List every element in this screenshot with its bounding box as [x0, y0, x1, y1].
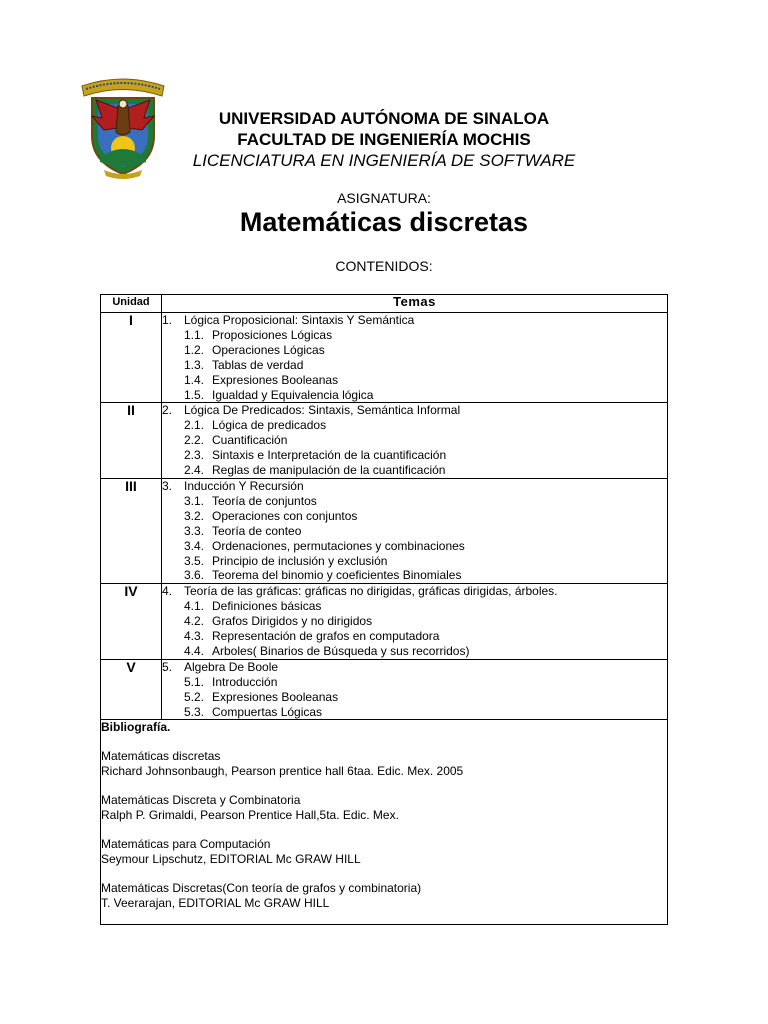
bibliography-entry — [101, 837, 667, 867]
subtopic: 2.4. Reglas de manipulación de la cuantificación — [184, 463, 446, 478]
table-row — [101, 584, 668, 660]
bibliography-entry — [101, 749, 667, 779]
unit-column-header: Unidad — [101, 295, 162, 313]
subtopic: 3.2. Operaciones con conjuntos — [184, 508, 358, 523]
unit-number: IV — [101, 584, 162, 660]
faculty-name: FACULTAD DE INGENIERÍA MOCHIS — [237, 130, 531, 149]
unit-number: V — [101, 659, 162, 720]
topics-column-header: Temas — [162, 295, 668, 313]
book-title: Matemáticas Discretas(Con teoría de grafos y combinatoria) — [101, 880, 422, 895]
topic-title: 3. Inducción Y Recursión — [162, 478, 304, 493]
subtopic: 1.4. Expresiones Booleanas — [184, 372, 339, 387]
book-author: Richard Johnsonbaugh, Pearson prentice hall 6taa. Edic. Mex. 2005 — [101, 764, 464, 779]
topic-title: 1. Lógica Proposicional: Sintaxis Y Semántica — [162, 313, 415, 327]
bibliography-entry — [101, 793, 667, 823]
subtopic: 4.2. Grafos Dirigidos y no dirigidos — [184, 614, 373, 629]
unit-topics — [162, 478, 668, 583]
unit-topics — [162, 584, 668, 660]
topic-title: 4. Teoría de las gráficas: gráficas no dirigidas, gráficas dirigidas, árboles. — [162, 584, 558, 599]
book-author: T. Veerarajan, EDITORIAL Mc GRAW HILL — [101, 895, 330, 910]
subtopic: 4.3. Representación de grafos en computadora — [184, 629, 440, 644]
subtopic: 3.1. Teoría de conjuntos — [184, 493, 317, 508]
table-row — [101, 478, 668, 583]
subtopic: 4.4. Arboles( Binarios de Búsqueda y sus recorridos) — [184, 643, 470, 658]
bibliography-entry — [101, 881, 667, 911]
book-author: Seymour Lipschutz, EDITORIAL Mc GRAW HILL — [101, 851, 361, 866]
subtopic: 3.3. Teoría de conteo — [184, 523, 302, 538]
subject-label: ASIGNATURA: — [337, 190, 431, 206]
book-title: Matemáticas para Computación — [101, 837, 271, 851]
subtopic: 4.1. Definiciones básicas — [184, 599, 322, 614]
subtopic: 5.2. Expresiones Booleanas — [184, 689, 339, 704]
program-name: LICENCIATURA EN INGENIERÍA DE SOFTWARE — [192, 151, 576, 170]
contents-label: CONTENIDOS: — [335, 258, 433, 274]
unit-topics — [162, 659, 668, 720]
subtopic: 1.1. Proposiciones Lógicas — [184, 327, 333, 342]
unit-number: II — [101, 403, 162, 479]
subtopic: 5.1. Introducción — [184, 674, 278, 689]
topic-title: 5. Algebra De Boole — [162, 659, 279, 674]
unit-topics — [162, 313, 668, 403]
bibliography-title: Bibliografía. — [101, 720, 171, 735]
book-title: Matemáticas discretas — [101, 749, 221, 764]
book-title: Matemáticas Discreta y Combinatoria — [101, 793, 301, 808]
subtopic: 1.3. Tablas de verdad — [184, 357, 304, 372]
subtopic: 1.2. Operaciones Lógicas — [184, 342, 325, 357]
table-header-row — [101, 295, 668, 313]
topic-title: 2. Lógica De Predicados: Sintaxis, Semántica Informal — [162, 403, 461, 418]
unit-number: I — [101, 313, 162, 403]
subtopic: 3.4. Ordenaciones, permutaciones y combinaciones — [184, 538, 465, 553]
subtopic: 3.5. Principio de inclusión y exclusión — [184, 553, 388, 568]
book-author: Ralph P. Grimaldi, Pearson Prentice Hall,5ta. Edic. Mex. — [101, 808, 399, 823]
subtopic: 1.5. Igualdad y Equivalencia lógica — [184, 387, 374, 402]
contents-table — [100, 294, 668, 925]
subtopic: 3.6. Teorema del binomio y coeficientes Binomiales — [184, 568, 462, 583]
subtopic: 5.3. Compuertas Lógicas — [184, 704, 323, 719]
unit-number: III — [101, 478, 162, 583]
subtopic: 2.3. Sintaxis e Interpretación de la cuantificación — [184, 448, 447, 463]
table-row — [101, 313, 668, 403]
unit-topics — [162, 403, 668, 479]
table-row — [101, 659, 668, 720]
bibliography-row — [101, 720, 668, 925]
subject-title: Matemáticas discretas — [239, 207, 529, 237]
subtopic: 2.1. Lógica de predicados — [184, 418, 327, 433]
university-name: UNIVERSIDAD AUTÓNOMA DE SINALOA — [218, 109, 550, 128]
table-row — [101, 403, 668, 479]
bibliography-cell — [101, 720, 668, 925]
subtopic: 2.2. Cuantificación — [184, 433, 288, 448]
